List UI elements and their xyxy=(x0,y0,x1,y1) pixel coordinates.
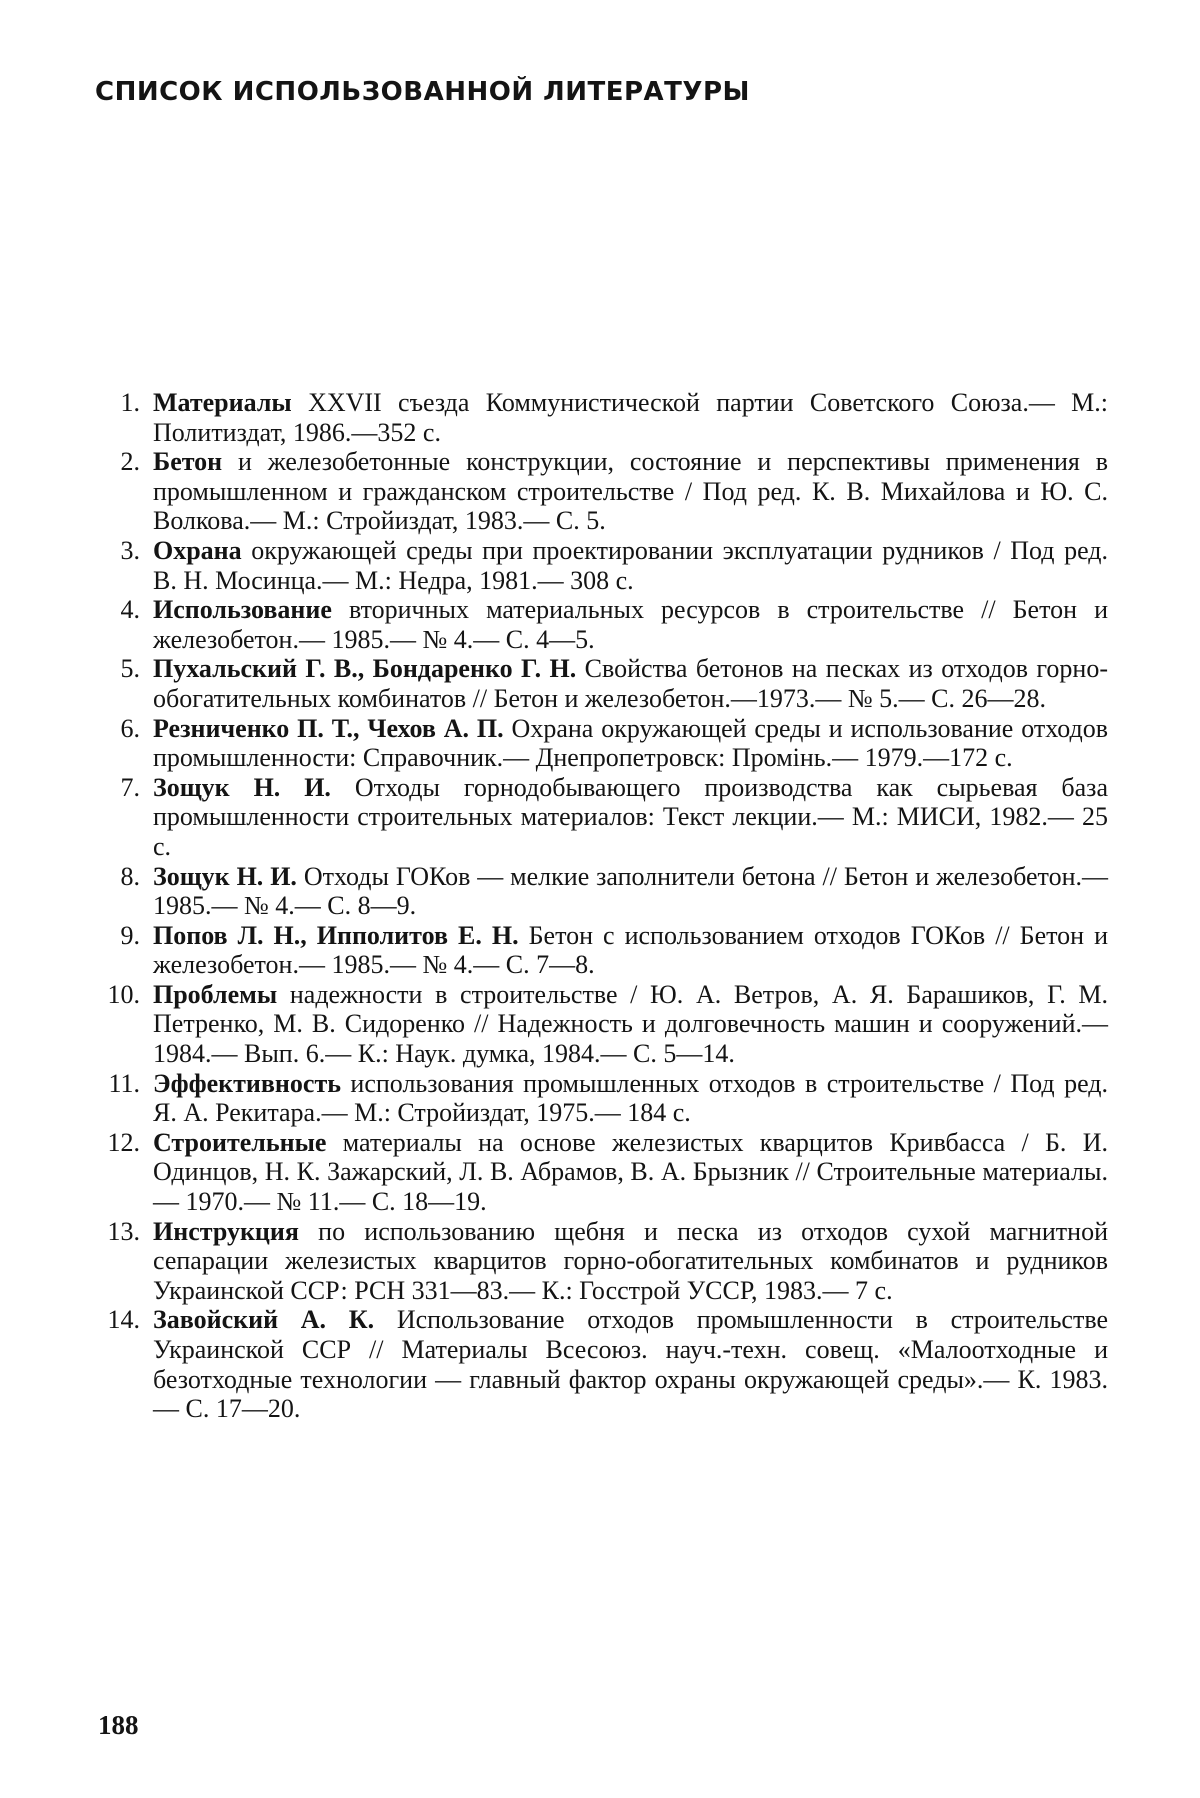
reference-text: окружающей среды при проектировании эксплуатации рудников / Под ред. В. Н. Мосинца.— М.: Недра, 1981.— 308 с. xyxy=(153,535,1108,595)
reference-item xyxy=(100,862,1108,921)
reference-item xyxy=(100,1305,1108,1423)
reference-item xyxy=(100,595,1108,654)
reference-number: 10. xyxy=(107,979,140,1009)
reference-text: Бетон с использованием отходов ГОКов // Бетон и железобетон.— 1985.— № 4.— С. 7—8. xyxy=(153,920,1108,980)
reference-lead: Материалы xyxy=(153,388,292,417)
reference-number: 14. xyxy=(107,1305,140,1335)
reference-item xyxy=(100,1217,1108,1306)
reference-number: 11. xyxy=(108,1068,140,1098)
reference-number: 12. xyxy=(107,1127,140,1157)
reference-text: по использованию щебня и песка из отходов сухой магнитной сепарации железистых кварцитов горно-обогатительных комбинатов и рудников Украинской ССР: РСН 331—83.— К.: Госстрой УССР, 1983.— 7 с. xyxy=(153,1216,1108,1305)
page-number: 188 xyxy=(98,1710,139,1740)
reference-number: 4. xyxy=(120,595,140,625)
reference-number: 3. xyxy=(120,535,140,565)
reference-text: и железобетонные конструкции, состояние и перспективы применения в промышленном и гражданском строительстве / Под ред. К. В. Михайлова и Ю. С. Волкова.— М.: Стройиздат, 1983.— С. 5. xyxy=(153,447,1108,536)
reference-lead: Зощук Н. И. xyxy=(153,772,331,802)
reference-lead: Инструкция xyxy=(153,1216,299,1246)
reference-text: Охрана окружающей среды и использование отходов промышленности: Справочник.— Днепропетровск: Промінь.— 1979.—172 с. xyxy=(153,713,1109,773)
reference-lead: Строительные xyxy=(153,1127,327,1157)
reference-number: 5. xyxy=(120,654,140,684)
reference-item xyxy=(100,773,1108,862)
reference-number: 9. xyxy=(120,920,140,950)
reference-number: 13. xyxy=(107,1216,140,1246)
page-heading: СПИСОК ИСПОЛЬЗОВАННОЙ ЛИТЕРАТУРЫ xyxy=(95,77,750,108)
reference-text: надежности в строительстве / Ю. А. Ветров, А. Я. Барашиков, Г. М. Петренко, М. В. Сидоренко // Надежность и долговечность машин и сооружений.— 1984.— Вып. 6.— К.: Наук. думка, 1984.— С. 5—14. xyxy=(153,979,1108,1069)
reference-text: Свойства бетонов на песках из отходов горно-обогатительных комбинатов // Бетон и железобетон.—1973.— № 5.— С. 26—28. xyxy=(153,654,1108,713)
reference-lead: Зощук Н. И. xyxy=(153,861,297,891)
reference-text: Отходы горнодобывающего производства как сырьевая база промышленности строительных материалов: Текст лекции.— М.: МИСИ, 1982.— 25 с. xyxy=(153,772,1108,861)
reference-lead: Попов Л. Н., Ипполитов Е. Н. xyxy=(153,920,519,950)
reference-lead: Пухальский Г. В., Бондаренко Г. Н. xyxy=(153,654,577,684)
reference-item xyxy=(100,921,1108,980)
reference-item xyxy=(100,654,1108,713)
reference-list xyxy=(100,388,1108,1424)
reference-text: XXVII съезда Коммунистической партии Советского Союза.— М.: Политиздат, 1986.—352 с. xyxy=(153,388,1108,447)
reference-lead: Завойский А. К. xyxy=(153,1305,375,1335)
reference-lead: Проблемы xyxy=(153,979,278,1009)
reference-text: Использование отходов промышленности в строительстве Украинской ССР // Материалы Всесоюз. науч.-техн. совещ. «Малоотходные и безотходные технологии — главный фактор охраны окружающей среды».— К. 1983.— С. 17—20. xyxy=(153,1305,1109,1424)
reference-lead: Бетон xyxy=(153,447,223,477)
reference-item xyxy=(100,980,1108,1069)
reference-text: вторичных материальных ресурсов в строительстве // Бетон и железобетон.— 1985.— № 4.— С. 4—5. xyxy=(153,595,1108,654)
reference-lead: Эффективность xyxy=(153,1068,341,1098)
reference-item xyxy=(100,536,1108,595)
reference-number: 2. xyxy=(120,447,140,477)
reference-item xyxy=(100,388,1108,447)
reference-text: использования промышленных отходов в строительстве / Под ред. Я. А. Рекитара.— М.: Стройиздат, 1975.— 184 с. xyxy=(153,1068,1108,1128)
reference-number: 7. xyxy=(120,772,140,802)
reference-lead: Использование xyxy=(153,595,332,625)
reference-item xyxy=(100,1069,1108,1128)
reference-text: Отходы ГОКов — мелкие заполнители бетона // Бетон и железобетон.— 1985.— № 4.— С. 8—9. xyxy=(153,861,1108,921)
reference-item xyxy=(100,1128,1108,1217)
reference-lead: Охрана xyxy=(153,535,242,565)
reference-lead: Резниченко П. Т., Чехов А. П. xyxy=(153,713,504,743)
reference-text: материалы на основе железистых кварцитов Кривбасса / Б. И. Одинцов, Н. К. Зажарский, Л. В. Абрамов, В. А. Брызник // Строительные материалы.— 1970.— № 11.— С. 18—19. xyxy=(153,1127,1108,1217)
reference-item xyxy=(100,714,1108,773)
reference-item xyxy=(100,447,1108,536)
reference-number: 1. xyxy=(120,388,140,417)
reference-number: 8. xyxy=(120,861,140,891)
reference-number: 6. xyxy=(120,713,140,743)
